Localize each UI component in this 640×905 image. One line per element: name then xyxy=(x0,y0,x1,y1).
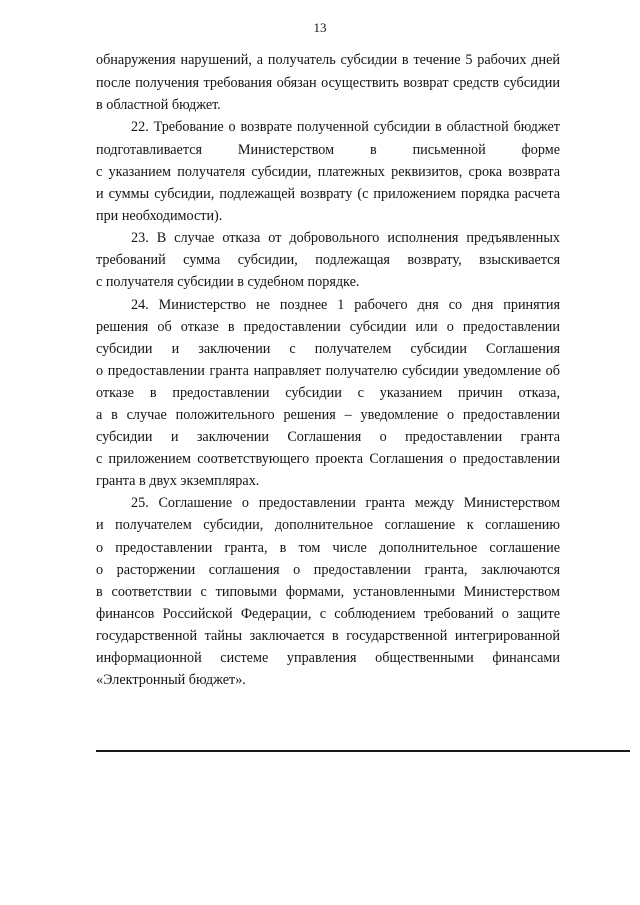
text-line: в областной бюджет. xyxy=(96,97,221,113)
text-line: 22. Требование о возврате полученной субсидии в областной бюджет xyxy=(131,119,560,135)
horizontal-rule xyxy=(96,750,630,752)
text-line: подготавливается Министерством в письменной форме xyxy=(96,142,560,158)
text-line: «Электронный бюджет». xyxy=(96,672,246,688)
text-line: государственной тайны заключается в государственной интегрированной xyxy=(96,628,560,644)
text-line: отказе в предоставлении субсидии с указанием причин отказа, xyxy=(96,385,560,401)
text-line: о предоставлении гранта, в том числе дополнительное соглашение xyxy=(96,540,560,556)
text-line: информационной системе управления общественными финансами xyxy=(96,650,560,666)
text-line: при необходимости). xyxy=(96,208,223,224)
text-line: а в случае положительного решения – уведомление о предоставлении xyxy=(96,407,560,423)
text-line: 24. Министерство не позднее 1 рабочего дня со дня принятия xyxy=(131,297,560,313)
text-line: с указанием получателя субсидии, платежных реквизитов, срока возврата xyxy=(96,164,560,180)
text-line: 25. Соглашение о предоставлении гранта между Министерством xyxy=(131,495,560,511)
text-line: решения об отказе в предоставлении субсидии или о предоставлении xyxy=(96,319,560,335)
text-line: и суммы субсидии, подлежащей возврату (с приложением порядка расчета xyxy=(96,186,560,202)
text-line: субсидии и заключении с получателем субсидии Соглашения xyxy=(96,341,560,357)
text-line: в соответствии с типовыми формами, установленными Министерством xyxy=(96,584,560,600)
text-line: 23. В случае отказа от добровольного исполнения предъявленных xyxy=(131,230,560,246)
text-line: о расторжении соглашения о предоставлении гранта, заключаются xyxy=(96,562,560,578)
text-line: о предоставлении гранта направляет получателю субсидии уведомление об xyxy=(96,363,560,379)
text-line: требований сумма субсидии, подлежащая возврату, взыскивается xyxy=(96,252,560,268)
text-line: субсидии и заключении Соглашения о предоставлении гранта xyxy=(96,429,560,445)
text-line: гранта в двух экземплярах. xyxy=(96,473,260,489)
text-line: с получателя субсидии в судебном порядке. xyxy=(96,274,360,290)
text-line: с приложением соответствующего проекта Соглашения о предоставлении xyxy=(96,451,560,467)
text-line: финансов Российской Федерации, с соблюдением требований о защите xyxy=(96,606,560,622)
page-number: 13 xyxy=(313,20,327,35)
text-line: обнаружения нарушений, а получатель субсидии в течение 5 рабочих дней xyxy=(96,52,560,68)
text-line: после получения требования обязан осуществить возврат средств субсидии xyxy=(96,75,560,91)
text-line: и получателем субсидии, дополнительное соглашение к соглашению xyxy=(96,517,560,533)
